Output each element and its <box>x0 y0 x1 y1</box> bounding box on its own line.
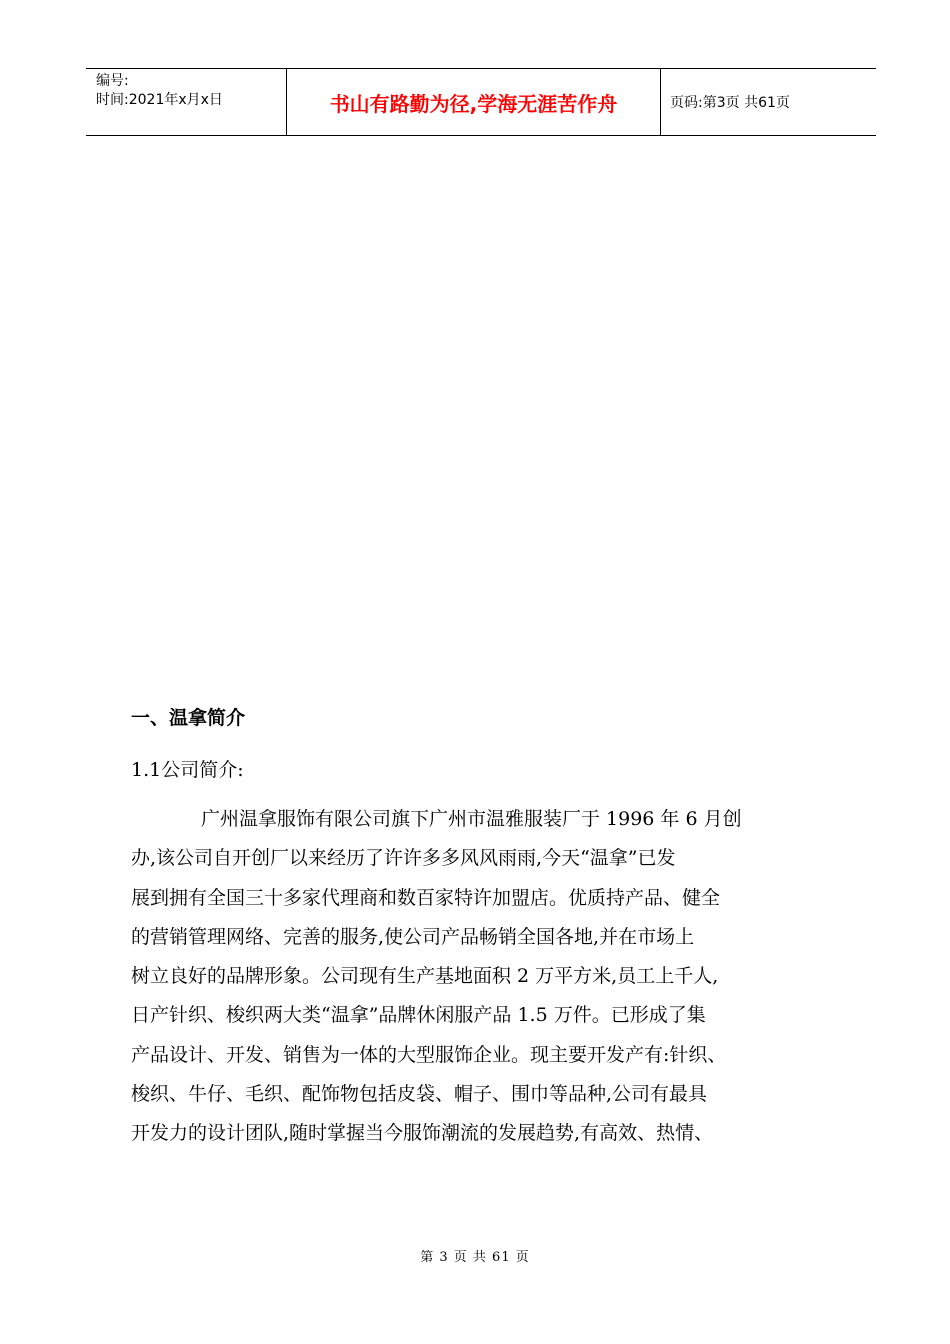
header-meta-cell <box>86 69 287 135</box>
subsection-title: 1.1公司简介: <box>131 759 244 781</box>
document-number-label: 编号: <box>96 73 129 89</box>
company-intro-paragraph <box>131 800 843 1154</box>
section-title: 一、温拿简介 <box>131 707 246 729</box>
paragraph-line: 日产针织、梭织两大类“温拿”品牌休闲服产品 1.5 万件。已形成了集 <box>131 1004 706 1027</box>
header-page-info: 页码:第3页 共61页 <box>670 95 790 111</box>
paragraph-line: 开发力的设计团队,随时掌握当今服饰潮流的发展趋势,有高效、热情、 <box>131 1122 714 1145</box>
header-motto: 书山有路勤为径,学海无涯苦作舟 <box>329 91 618 116</box>
paragraph-line: 产品设计、开发、销售为一体的大型服饰企业。现主要开发产有:针织、 <box>131 1043 727 1066</box>
paragraph-line: 树立良好的品牌形象。公司现有生产基地面积 2 万平方米,员工上千人, <box>131 965 719 988</box>
paragraph-line: 梭织、牛仔、毛织、配饰物包括皮袋、帽子、围巾等品种,公司有最具 <box>131 1083 708 1106</box>
page-footer: 第 3 页 共 61 页 <box>420 1250 530 1265</box>
paragraph-line: 广州温拿服饰有限公司旗下广州市温雅服装厂于 1996 年 6 月创 <box>201 808 742 830</box>
header-page-cell <box>661 69 876 135</box>
document-header <box>86 68 876 136</box>
paragraph-line: 的营销管理网络、完善的服务,使公司产品畅销全国各地,并在市场上 <box>131 925 695 948</box>
paragraph-line: 办,该公司自开创厂以来经历了许许多多风风雨雨,今天“温拿”已发 <box>131 847 676 870</box>
paragraph-line: 展到拥有全国三十多家代理商和数百家特许加盟店。优质持产品、健全 <box>131 886 721 909</box>
header-motto-cell <box>287 69 661 135</box>
document-time-label: 时间:2021年x月x日 <box>96 92 223 108</box>
